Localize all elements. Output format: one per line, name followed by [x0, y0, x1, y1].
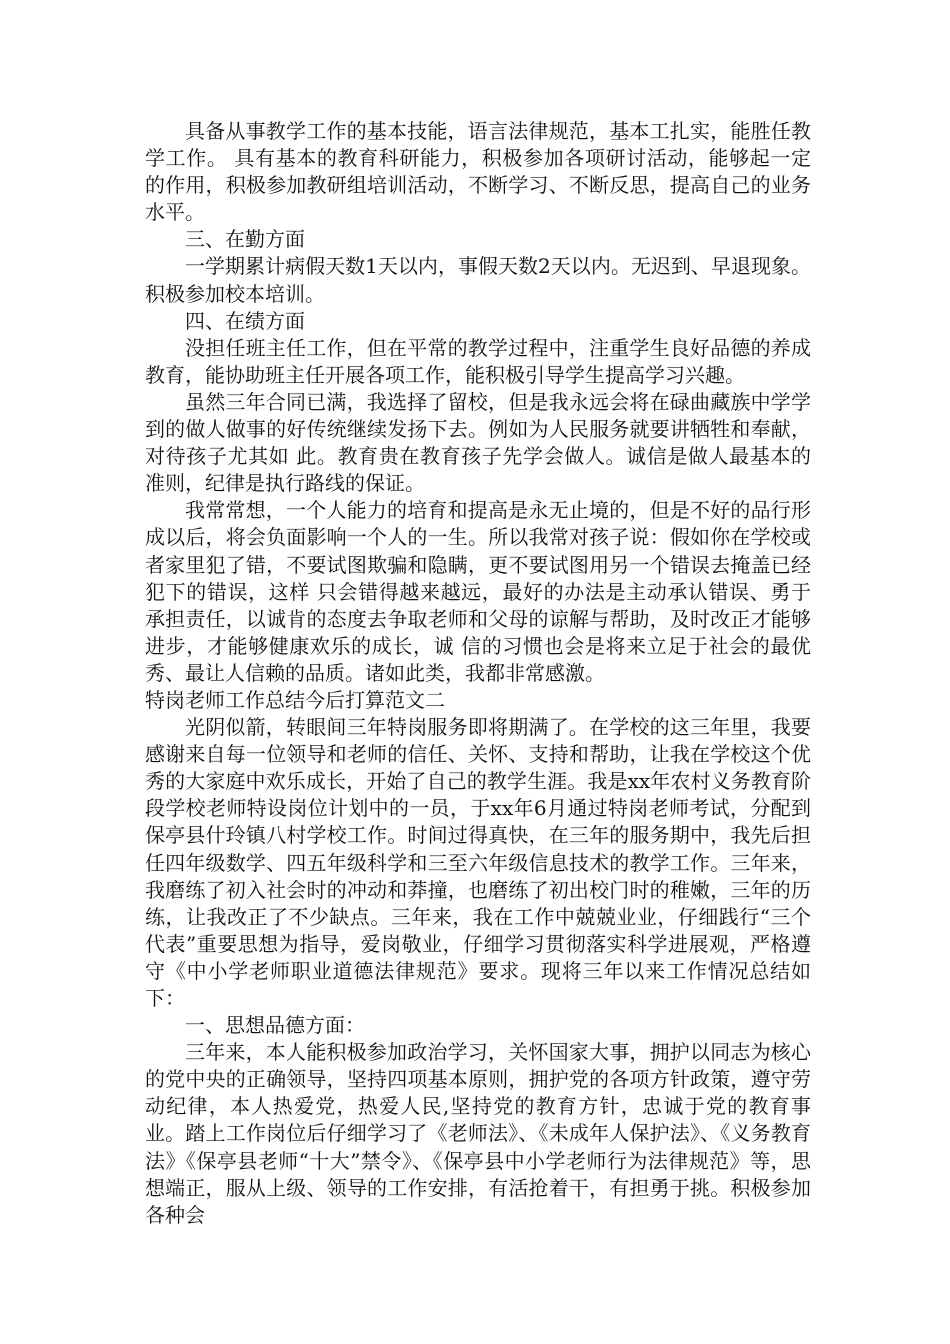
section-title-sample-two: 特岗老师工作总结今后打算范文二 — [145, 687, 445, 712]
paragraph-three-years: 光阴似箭，转眼间三年特岗服务即将期满了。在学校的这三年里，我要感谢来自每一位领导和老师的信任、关怀、支持和帮助，让我在学校这个优秀的大家庭中欢乐成长，开始了自己的教学生涯。我是xx年农村义务教育阶段学校老师特设岗位计划中的一员，于xx年6月通过特岗老师考试，分配到保亭县什玲镇八村学校工作。时间过得真快，在三年的服务期中，我先后担任四年级数学、四五年级科学和三至六年级信息技术的教学工作。三年来，我磨练了初入社会时的冲动和莽撞，也磨练了初出校门时的稚嫩，三年的历练，让我改正了不少缺点。三年来，我在工作中兢兢业业，仔细践行“三个代表”重要思想为指导，爱岗敬业，仔细学习贯彻落实科学进展观，严格遵守《中小学老师职业道德法律规范》要求。现将三年以来工作情况总结如下： — [145, 715, 811, 1010]
paragraph-performance: 没担任班主任工作，但在平常的教学过程中，注重学生良好品德的养成教育，能协助班主任开展各项工作，能积极引导学生提高学习兴趣。 — [145, 335, 811, 387]
paragraph-attendance: 一学期累计病假天数1天以内，事假天数2天以内。无迟到、早退现象。积极参加校本培训。 — [145, 254, 811, 306]
document-page — [145, 118, 811, 1229]
heading-ideology: 一、思想品德方面： — [185, 1013, 365, 1038]
heading-attendance: 三、在勤方面 — [185, 227, 305, 252]
paragraph-integrity: 我常常想，一个人能力的培育和提高是永无止境的，但是不好的品行形成以后，将会负面影响一个人的一生。所以我常对孩子说：假如你在学校或者家里犯了错，不要试图欺骗和隐瞒，更不要试图用另一个错误去掩盖已经犯下的错误，这样 只会错得越来越远，最好的办法是主动承认错误、勇于承担责任，以诚肯的态度去争取老师和父母的谅解与帮助，及时改正才能够进步，才能够健康欢乐的成长，诚 信的习惯也会是将来立足于社会的最优秀、最让人信赖的品质。诸如此类，我都非常感激。 — [145, 498, 811, 685]
paragraph-teaching-skills: 具备从事教学工作的基本技能，语言法律规范，基本工扎实，能胜任教学工作。 具有基本的教育科研能力，积极参加各项研讨活动，能够起一定的作用，积极参加教研组培训活动，不断学习、不断反思，提高自己的业务水平。 — [145, 119, 811, 225]
heading-performance: 四、在绩方面 — [185, 308, 305, 333]
paragraph-stay-school: 虽然三年合同已满，我选择了留校，但是我永远会将在碌曲藏族中学学到的做人做事的好传统继续发扬下去。例如为人民服务就要讲牺牲和奉献，对待孩子尤其如 此。教育贵在教育孩子先学会做人。诚信是做人最基本的准则，纪律是执行路线的保证。 — [145, 389, 811, 496]
paragraph-ideology: 三年来，本人能积极参加政治学习，关怀国家大事，拥护以同志为核心的党中央的正确领导，坚持四项基本原则，拥护党的各项方针政策，遵守劳动纪律，本人热爱党，热爱人民,坚持党的教育方针，忠诚于党的教育事业。踏上工作岗位后仔细学习了《老师法》、《未成年人保护法》、《义务教育法》《保亭县老师“十大”禁令》、《保亭县中小学老师行为法律规范》等，思想端正，服从上级、领导的工作安排，有活抢着干，有担勇于挑。积极参加各种会 — [145, 1040, 811, 1227]
